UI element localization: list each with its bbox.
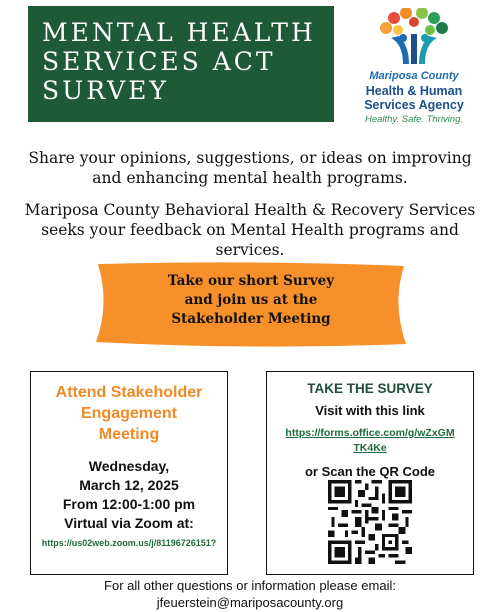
cta-ribbon <box>92 260 410 348</box>
cta-line-1: Take our short Survey <box>167 273 335 289</box>
title-line-2: SERVICES ACT <box>42 47 276 76</box>
survey-scan-label: or Scan the QR Code <box>304 464 436 479</box>
title-line-1: MENTAL HEALTH <box>42 18 316 47</box>
survey-link-line-1[interactable]: https://forms.office.com/g/wZxGM <box>285 427 455 439</box>
logo-county-name: Mariposa County <box>369 70 459 82</box>
intro-paragraph-1: Share your opinions, suggestions, or ideas on improving and enhancing mental health programs. <box>28 149 472 187</box>
meeting-date: March 12, 2025 <box>79 477 179 493</box>
zoom-link[interactable]: https://us02web.zoom.us/j/81196726151? <box>41 538 217 548</box>
survey-info-box <box>266 371 474 575</box>
title-banner <box>28 6 334 122</box>
footer-text: For all other questions or information please email: <box>104 578 396 593</box>
intro-paragraph-2: Mariposa County Behavioral Health & Recovery Services seeks your feedback on Mental Health programs and services. <box>24 201 476 259</box>
meeting-title-line-1: Attend Stakeholder <box>55 384 203 401</box>
tree-people-logo-icon <box>376 8 452 66</box>
cta-line-3: Stakeholder Meeting <box>171 311 331 327</box>
meeting-info-box <box>30 371 228 575</box>
survey-title: TAKE THE SURVEY <box>307 381 433 396</box>
footer-contact <box>20 577 480 611</box>
meeting-title-line-2: Engagement <box>80 405 177 422</box>
agency-logo <box>352 8 476 128</box>
footer-email[interactable]: jfeuerstein@mariposacounty.org <box>156 595 344 610</box>
meeting-virtual-label: Virtual via Zoom at: <box>64 515 194 531</box>
meeting-time: From 12:00-1:00 pm <box>62 496 196 512</box>
logo-agency-name <box>352 84 476 112</box>
survey-link-line-2[interactable]: TK4Ke <box>353 442 387 454</box>
logo-agency-line-2: Services Agency <box>364 98 464 112</box>
logo-agency-line-1: Health & Human <box>365 84 463 98</box>
cta-line-2: and join us at the <box>184 292 318 308</box>
title-line-3: SURVEY <box>42 76 169 105</box>
logo-tagline: Healthy. Safe. Thriving. <box>364 114 464 125</box>
cta-ribbon-text <box>92 272 410 329</box>
meeting-title-line-3: Meeting <box>98 426 160 443</box>
meeting-day: Wednesday, <box>88 458 170 474</box>
survey-visit-label: Visit with this link <box>315 403 425 418</box>
qr-code-icon[interactable] <box>328 480 412 564</box>
meeting-title <box>31 382 227 445</box>
survey-link[interactable] <box>267 426 473 456</box>
